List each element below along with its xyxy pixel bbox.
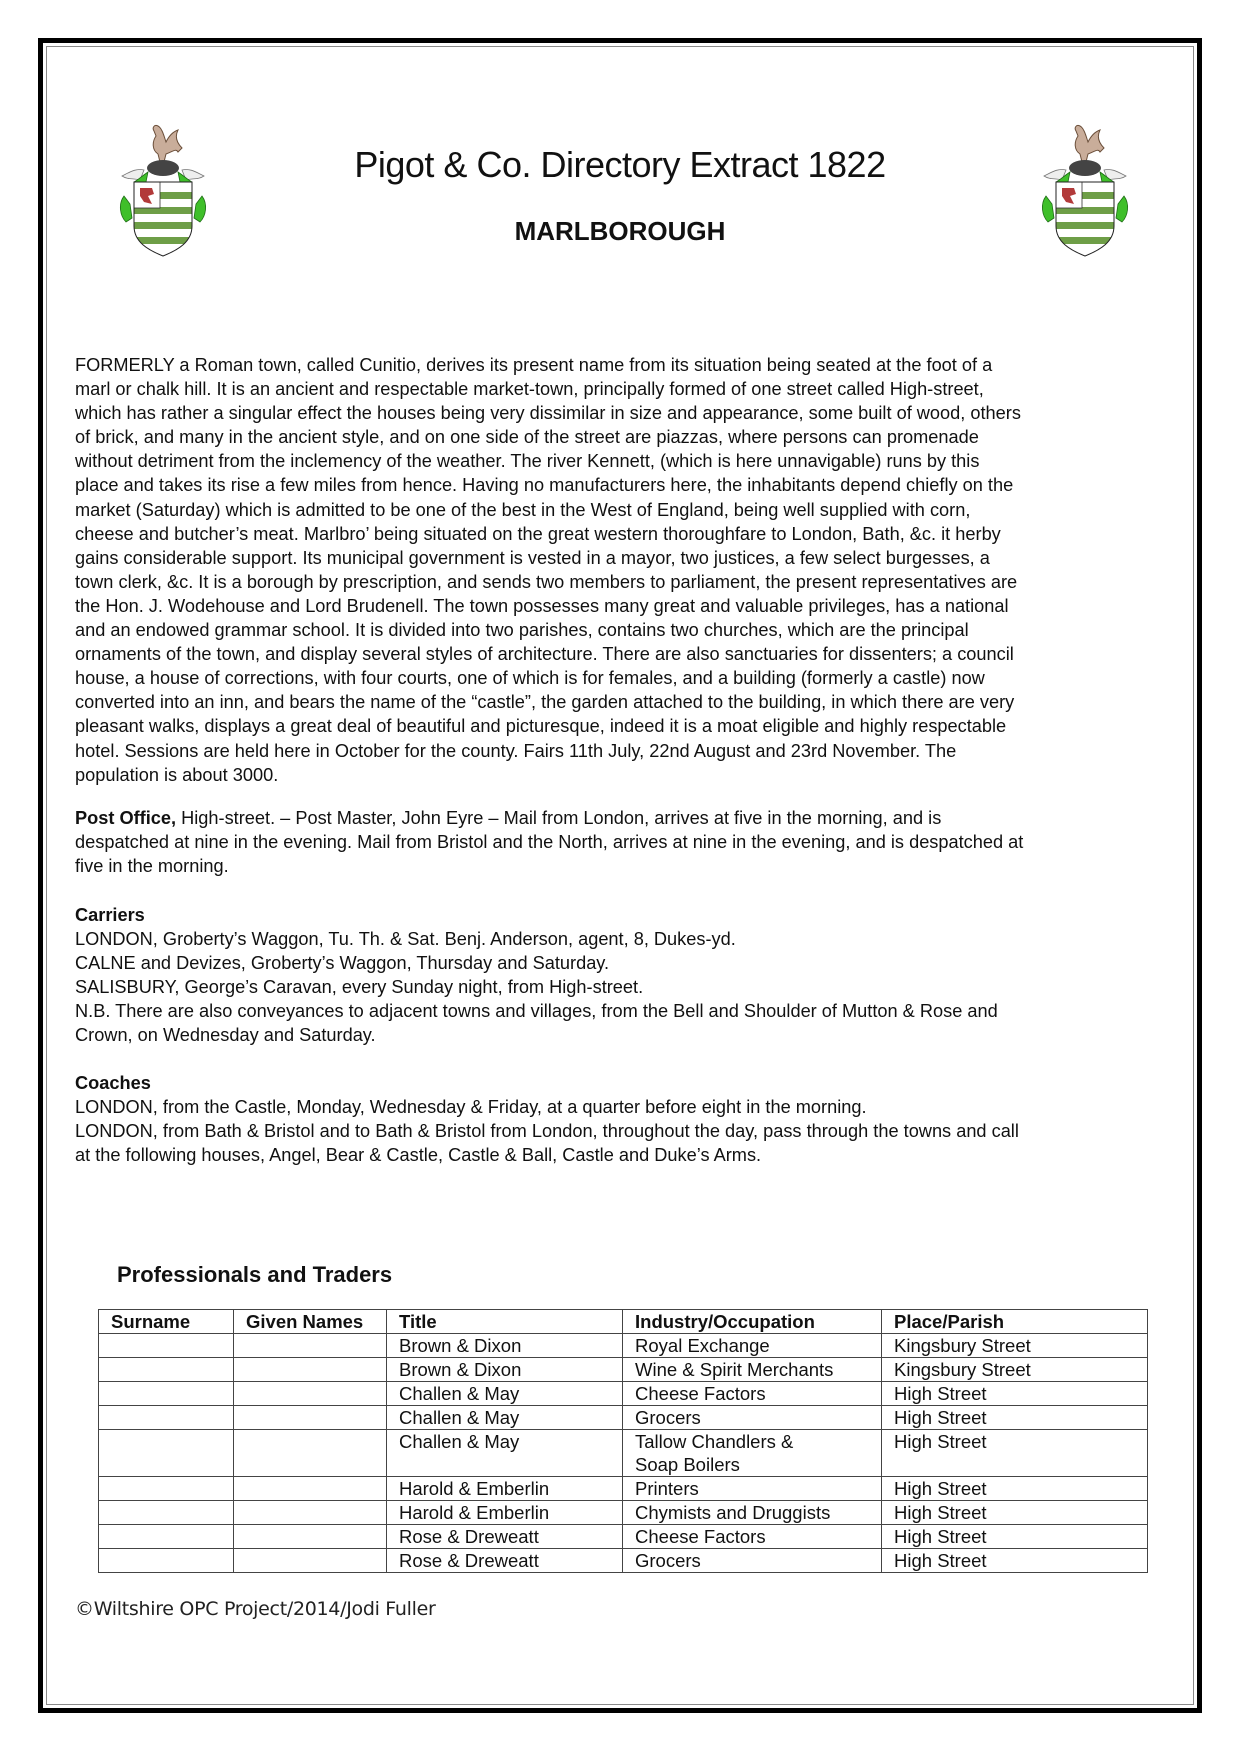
cell-title: Rose & Dreweatt [387, 1549, 623, 1573]
cell-given-names [234, 1430, 387, 1477]
carrier-line: N.B. There are also conveyances to adjacent towns and villages, from the Bell and Shoulder of Mutton & Rose and [75, 1001, 998, 1022]
coaches-heading: Coaches [75, 1073, 151, 1093]
coat-of-arms-icon [108, 118, 218, 258]
cell-surname [99, 1430, 234, 1477]
intro-line: of brick, and many in the ancient style, and on one side of the street are piazzas, where persons can promenade [75, 427, 979, 448]
column-header-place: Place/Parish [882, 1310, 1148, 1334]
post-office-label: Post Office, [75, 808, 177, 828]
cell-title: Challen & May [387, 1382, 623, 1406]
intro-line: converted into an inn, and bears the name of the “castle”, the garden attached to the building, in which there are very [75, 692, 1015, 713]
cell-occupation: Wine & Spirit Merchants [623, 1358, 882, 1382]
cell-surname [99, 1477, 234, 1501]
table-row [99, 1430, 1148, 1477]
cell-surname [99, 1334, 234, 1358]
carriers-section [75, 903, 1170, 1048]
cell-given-names [234, 1406, 387, 1430]
copyright-footer: ©Wiltshire OPC Project/2014/Jodi Fuller [75, 1598, 436, 1620]
coat-of-arms-icon [1030, 118, 1140, 258]
intro-line: gains considerable support. Its municipal government is vested in a mayor, two justices, a few select burgesses, a [75, 547, 990, 568]
intro-line: cheese and butcher’s meat. Marlbro’ being situated on the great western thoroughfare to London, Bath, &c. it herby [75, 523, 1001, 544]
intro-line: which has rather a singular effect the houses being very dissimilar in size and appearance, some built of wood, others [75, 403, 1021, 424]
cell-occupation: Grocers [623, 1406, 882, 1430]
carrier-line: CALNE and Devizes, Groberty’s Waggon, Thursday and Saturday. [75, 953, 610, 974]
coach-line: LONDON, from Bath & Bristol and to Bath & Bristol from London, throughout the day, pass through the towns and call [75, 1121, 1019, 1142]
eagle-crest-icon [153, 125, 182, 162]
cell-place: Kingsbury Street [882, 1334, 1148, 1358]
table-header-row [99, 1310, 1148, 1334]
cell-given-names [234, 1501, 387, 1525]
column-header-given-names: Given Names [234, 1310, 387, 1334]
coaches-section [75, 1071, 1170, 1167]
intro-line: town clerk, &c. It is a borough by prescription, and sends two members to parliament, the present representatives are [75, 571, 1018, 592]
cell-given-names [234, 1477, 387, 1501]
intro-line: FORMERLY a Roman town, called Cunitio, derives its present name from its situation being seated at the foot of a [75, 355, 993, 375]
cell-title: Brown & Dixon [387, 1334, 623, 1358]
table-row [99, 1382, 1148, 1406]
table-row [99, 1549, 1148, 1573]
cell-title: Harold & Emberlin [387, 1501, 623, 1525]
cell-occupation: Chymists and Druggists [623, 1501, 882, 1525]
traders-heading: Professionals and Traders [117, 1262, 393, 1287]
cell-place: High Street [882, 1501, 1148, 1525]
intro-line: without detriment from the inclemency of the weather. The river Kennett, (which is here unnavigable) runs by this [75, 451, 980, 472]
cell-occupation: Printers [623, 1477, 882, 1501]
cell-place: High Street [882, 1430, 1148, 1477]
carrier-line: SALISBURY, George’s Caravan, every Sunday night, from High-street. [75, 977, 644, 998]
intro-line: house, a house of corrections, with four courts, one of which is for females, and a building (formerly a castle) now [75, 668, 985, 689]
column-header-occupation: Industry/Occupation [623, 1310, 882, 1334]
intro-line: place and takes its rise a few miles from hence. Having no manufacturers here, the inhabitants depend chiefly on the [75, 475, 1014, 496]
cell-surname [99, 1382, 234, 1406]
cell-given-names [234, 1525, 387, 1549]
coach-line: LONDON, from the Castle, Monday, Wednesday & Friday, at a quarter before eight in the morning. [75, 1097, 867, 1118]
intro-line: and an endowed grammar school. It is divided into two parishes, contains two churches, which are the principal [75, 620, 969, 641]
intro-line: marl or chalk hill. It is an ancient and respectable market-town, principally formed of one street called High-street, [75, 379, 984, 400]
intro-line: population is about 3000. [75, 764, 279, 785]
cell-occupation: Royal Exchange [623, 1334, 882, 1358]
cell-surname [99, 1358, 234, 1382]
post-office-paragraph [75, 806, 1170, 878]
post-office-line: despatched at nine in the evening. Mail from Bristol and the North, arrives at nine in the evening, and is despatched at [75, 832, 1024, 853]
cell-title: Brown & Dixon [387, 1358, 623, 1382]
table-row [99, 1525, 1148, 1549]
cell-surname [99, 1525, 234, 1549]
carriers-heading: Carriers [75, 905, 145, 925]
cell-given-names [234, 1549, 387, 1573]
table-row [99, 1501, 1148, 1525]
cell-given-names [234, 1382, 387, 1406]
column-header-surname: Surname [99, 1310, 234, 1334]
carrier-line: LONDON, Groberty’s Waggon, Tu. Th. & Sat. Benj. Anderson, agent, 8, Dukes-yd. [75, 929, 736, 950]
cell-surname [99, 1406, 234, 1430]
intro-line: the Hon. J. Wodehouse and Lord Brudenell. The town possesses many great and valuable privileges, has a national [75, 595, 1009, 616]
post-office-line: five in the morning. [75, 856, 229, 877]
cell-place: High Street [882, 1382, 1148, 1406]
document-title: Pigot & Co. Directory Extract 1822 [354, 144, 886, 185]
cell-occupation: Cheese Factors [623, 1382, 882, 1406]
cell-place: Kingsbury Street [882, 1358, 1148, 1382]
traders-table [98, 1309, 1148, 1573]
cell-occupation: Grocers [623, 1549, 882, 1573]
table-row [99, 1358, 1148, 1382]
cell-title: Challen & May [387, 1430, 623, 1477]
column-header-title: Title [387, 1310, 623, 1334]
table-row [99, 1406, 1148, 1430]
post-office-line: High-street. – Post Master, John Eyre – Mail from London, arrives at five in the morning, and is [176, 808, 942, 828]
cell-given-names [234, 1358, 387, 1382]
intro-line: market (Saturday) which is admitted to be one of the best in the West of England, being well supplied with corn, [75, 499, 971, 520]
town-name-heading: MARLBOROUGH [514, 216, 726, 246]
table-row [99, 1477, 1148, 1501]
cell-place: High Street [882, 1525, 1148, 1549]
intro-line: pleasant walks, displays a great deal of beautiful and picturesque, indeed it is a moat eligible and highly respectable [75, 716, 1007, 737]
cell-title: Harold & Emberlin [387, 1477, 623, 1501]
table-row [99, 1334, 1148, 1358]
intro-line: hotel. Sessions are held here in October for the county. Fairs 11th July, 22nd August and 23rd November. The [75, 740, 957, 761]
cell-title: Challen & May [387, 1406, 623, 1430]
cell-given-names [234, 1334, 387, 1358]
cell-surname [99, 1549, 234, 1573]
carrier-line: Crown, on Wednesday and Saturday. [75, 1025, 376, 1046]
cell-occupation: Cheese Factors [623, 1525, 882, 1549]
intro-line: ornaments of the town, and display several styles of architecture. There are also sanctuaries for dissenters; a council [75, 644, 1014, 665]
cell-place: High Street [882, 1477, 1148, 1501]
intro-paragraph [75, 353, 1170, 787]
cell-surname [99, 1501, 234, 1525]
cell-place: High Street [882, 1549, 1148, 1573]
coach-line: at the following houses, Angel, Bear & Castle, Castle & Ball, Castle and Duke’s Arms. [75, 1145, 762, 1166]
eagle-crest-icon [1075, 125, 1104, 162]
cell-title: Rose & Dreweatt [387, 1525, 623, 1549]
cell-occupation: Tallow Chandlers & Soap Boilers [623, 1430, 882, 1477]
cell-place: High Street [882, 1406, 1148, 1430]
